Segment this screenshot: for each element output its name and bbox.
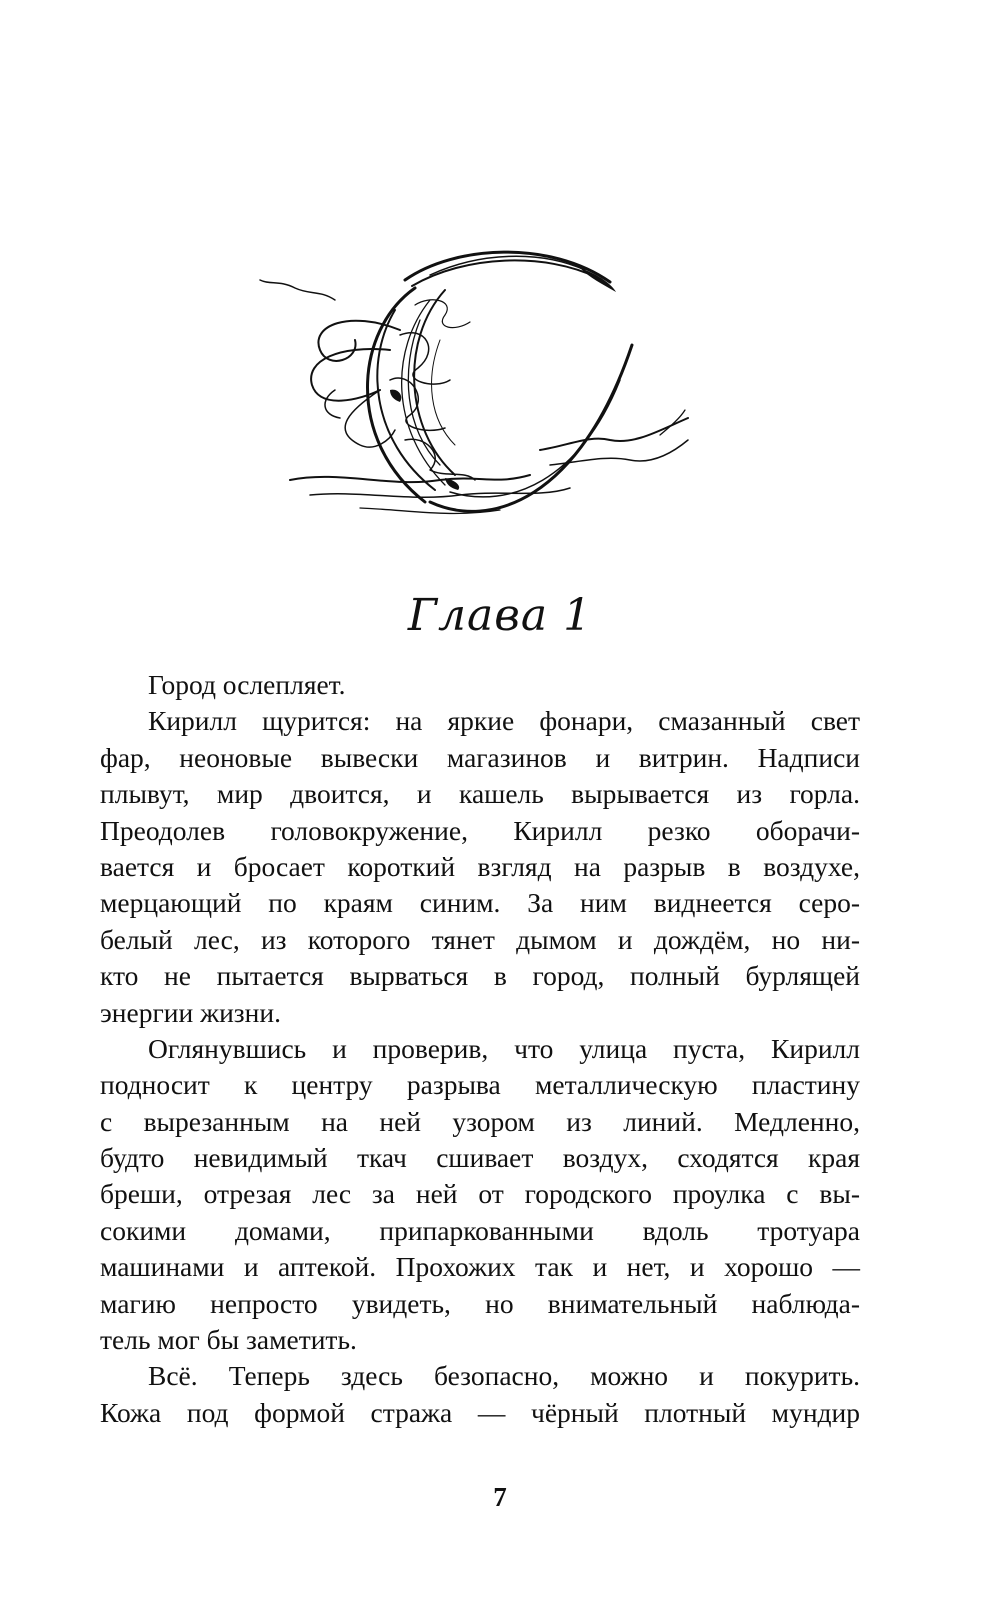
text-line: магию непросто увидеть, но внимательный наблюда- xyxy=(100,1287,860,1319)
text-line: Преодолев головокружение, Кирилл резко оборачи- xyxy=(100,814,860,846)
text-line: вается и бросает короткий взгляд на разрыв в воздухе, xyxy=(100,850,860,882)
text-line: энергии жизни. xyxy=(100,996,281,1028)
text-line: кто не пытается вырваться в город, полный бурлящей xyxy=(100,960,860,992)
crescent-moon-with-clouds-icon xyxy=(240,240,700,530)
text-line: машинами и аптекой. Прохожих так и нет, и хорошо — xyxy=(100,1251,860,1283)
text-line: Город ослепляет. xyxy=(148,669,346,700)
text-line: Кирилл щурится: на яркие фонари, смазанный свет xyxy=(148,705,860,737)
body-text xyxy=(100,667,860,1431)
text-line: Кожа под формой стража — чёрный плотный мундир xyxy=(100,1396,860,1428)
text-line: Всё. Теперь здесь безопасно, можно и покурить. xyxy=(148,1360,860,1392)
text-line: с вырезанным на ней узором из линий. Медленно, xyxy=(100,1105,860,1137)
text-line: тель мог бы заметить. xyxy=(100,1324,357,1356)
text-line: бреши, отрезая лес за ней от городского проулка с вы- xyxy=(100,1178,860,1210)
text-line: сокими домами, припаркованными вдоль тротуара xyxy=(100,1214,860,1246)
text-line: фар, неоновые вывески магазинов и витрин. Надписи xyxy=(100,741,860,773)
text-line: подносит к центру разрыва металлическую пластину xyxy=(100,1069,860,1101)
text-line: плывут, мир двоится, и кашель вырывается из горла. xyxy=(100,778,860,810)
text-line: будто невидимый ткач сшивает воздух, сходятся края xyxy=(100,1142,860,1174)
text-line: Оглянувшись и проверив, что улица пуста, Кирилл xyxy=(148,1032,860,1064)
chapter-title: Глава 1 xyxy=(407,590,593,641)
text-line: белый лес, из которого тянет дымом и дождём, но ни- xyxy=(100,923,860,955)
text-line: мерцающий по краям синим. За ним виднеется серо- xyxy=(100,887,860,919)
page-number: 7 xyxy=(493,1482,507,1512)
